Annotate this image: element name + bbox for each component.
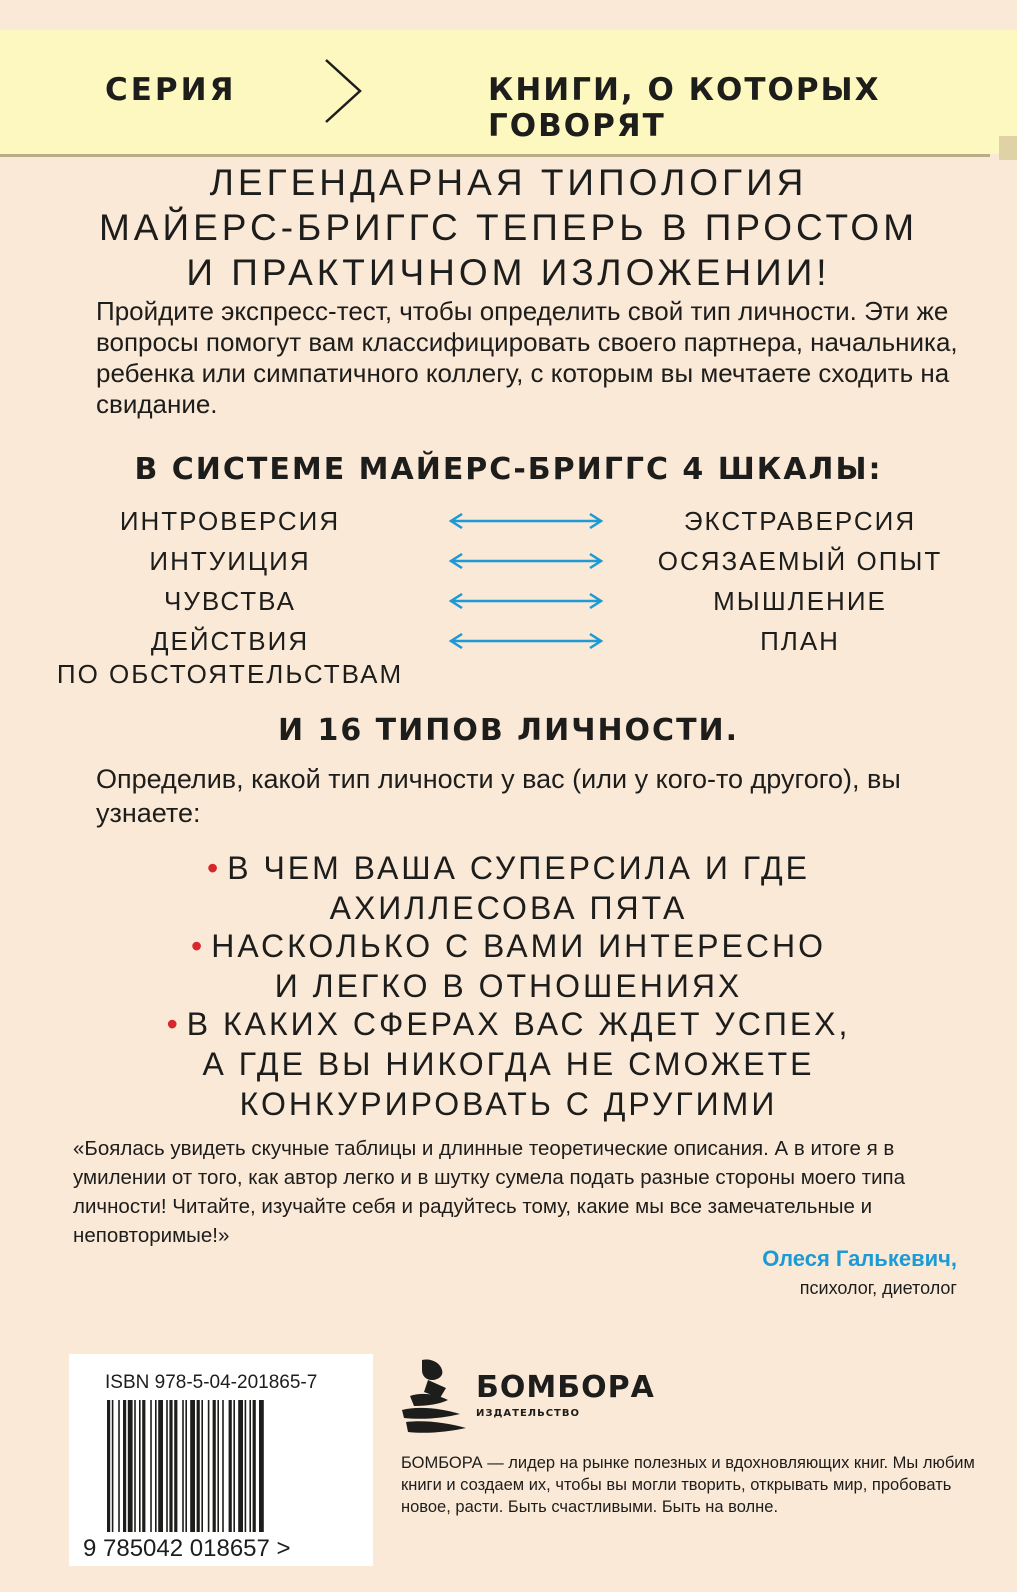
review-quote: «Боялась увидеть скучные таблицы и длинные теоретические описания. А в итоге я в умилении от того, как автор легко и в шутку сумела подать разные стороны моего типа личности! Читайте, изучайте себя и радуйтесь тому, какие мы все замечательные и неповторимые!» xyxy=(73,1137,906,1247)
bullet-line xyxy=(0,1004,1017,1044)
scale-left-line: ДЕЙСТВИЯ xyxy=(150,626,310,656)
publisher-name: БОМБОРА xyxy=(476,1370,655,1405)
scale-left: ЧУВСТВА xyxy=(164,586,296,616)
bullet-dot-icon: • xyxy=(207,850,222,886)
bullet-text: НАСКОЛЬКО С ВАМИ ИНТЕРЕСНО xyxy=(211,928,826,964)
barcode-bar xyxy=(142,1400,145,1532)
barcode-bar xyxy=(197,1400,200,1532)
bullet-text: В ЧЕМ ВАША СУПЕРСИЛА И ГДЕ xyxy=(227,850,810,886)
barcode-bar xyxy=(112,1400,114,1532)
types-title: И 16 ТИПОВ ЛИЧНОСТИ. xyxy=(277,713,740,748)
headline-line: И ПРАКТИЧНОМ ИЗЛОЖЕНИИ! xyxy=(186,252,831,293)
publisher-subtitle: ИЗДАТЕЛЬСТВО xyxy=(476,1408,580,1419)
headline-line: МАЙЕРС-БРИГГС ТЕПЕРЬ В ПРОСТОМ xyxy=(98,207,919,248)
learn-intro: Определив, какой тип личности у вас (или у кого-то другого), вы узнаете: xyxy=(96,764,901,828)
publisher-description: БОМБОРА — лидер на рынке полезных и вдохновляющих книг. Мы любим книги и создаем их, чтобы вы могли творить, открывать мир, пробовать новое, расти. Быть счастливыми. Быть на волне. xyxy=(401,1454,975,1516)
quote-author: Олеся Галькевич, xyxy=(762,1246,957,1271)
scale-left: ИНТРОВЕРСИЯ xyxy=(119,506,341,536)
double-arrow-icon xyxy=(448,513,604,529)
barcode-bar xyxy=(213,1400,216,1532)
barcode-bar xyxy=(245,1400,247,1532)
barcode-bar xyxy=(190,1400,195,1532)
double-arrow-icon xyxy=(448,553,604,569)
bombora-logo-icon xyxy=(400,1356,472,1438)
bullet-item xyxy=(0,926,1017,1006)
scales-title: В СИСТЕМЕ МАЙЕРС-БРИГГС 4 ШКАЛЫ: xyxy=(134,452,883,487)
barcode-bar xyxy=(229,1400,232,1532)
barcode-bar xyxy=(185,1400,187,1532)
barcode-digits: 9 785042 018657 > xyxy=(83,1535,291,1560)
barcode-bar xyxy=(222,1400,224,1532)
barcode-bars xyxy=(81,1400,361,1560)
barcode-bar xyxy=(123,1400,126,1532)
scale-right: ОСЯЗАЕМЫЙ ОПЫТ xyxy=(657,546,943,576)
scale-row xyxy=(0,505,1017,541)
series-name: КНИГИ, О КОТОРЫХ ГОВОРЯТ xyxy=(488,72,881,144)
intro-text: Пройдите экспресс-тест, чтобы определить свой тип личности. Эти же вопросы помогут вам классифицировать своего партнера, начальника, ребенка или симпатичного коллегу, с которым вы мечтаете сходить на свидание. xyxy=(96,296,958,419)
bullet-dot-icon: • xyxy=(191,928,206,964)
barcode xyxy=(69,1354,373,1566)
scale-right: ЭКСТРАВЕРСИЯ xyxy=(683,506,917,536)
barcode-bar xyxy=(155,1400,157,1532)
scale-row xyxy=(0,585,1017,621)
headline xyxy=(0,160,1017,295)
bullet-line: И ЛЕГКО В ОТНОШЕНИЯХ xyxy=(274,968,743,1004)
banner-shadow xyxy=(0,154,990,157)
series-label: СЕРИЯ xyxy=(105,72,237,108)
barcode-bar xyxy=(238,1400,243,1532)
barcode-bar xyxy=(174,1400,177,1532)
barcode-bar xyxy=(158,1400,163,1532)
barcode-bar xyxy=(166,1400,168,1532)
bullet-text: В КАКИХ СФЕРАХ ВАС ЖДЕТ УСПЕХ, xyxy=(186,1006,851,1042)
chevron-right-icon xyxy=(320,56,366,126)
scale-left-line: ПО ОБСТОЯТЕЛЬСТВАМ xyxy=(56,659,404,689)
barcode-bar xyxy=(118,1400,120,1532)
barcode-bar xyxy=(201,1400,203,1532)
barcode-bar xyxy=(249,1400,251,1532)
double-arrow-icon xyxy=(448,593,604,609)
quote-author-role: психолог, диетолог xyxy=(799,1278,957,1298)
barcode-bar xyxy=(139,1400,141,1532)
barcode-bar xyxy=(128,1400,133,1532)
barcode-bar xyxy=(217,1400,219,1532)
barcode-bar xyxy=(208,1400,210,1532)
bullet-line xyxy=(0,926,1017,966)
scale-left xyxy=(40,625,420,691)
barcode-bar xyxy=(169,1400,172,1532)
bullet-dot-icon: • xyxy=(166,1006,181,1042)
barcode-bar xyxy=(134,1400,136,1532)
scale-right: ПЛАН xyxy=(760,626,840,656)
bullet-line xyxy=(0,848,1017,888)
barcode-bar xyxy=(233,1400,235,1532)
scale-left: ИНТУИЦИЯ xyxy=(149,546,311,576)
barcode-bar xyxy=(182,1400,184,1532)
bullet-line: АХИЛЛЕСОВА ПЯТА xyxy=(329,890,688,926)
barcode-bar xyxy=(150,1400,152,1532)
double-arrow-icon xyxy=(448,633,604,649)
barcode-bar xyxy=(253,1400,256,1532)
barcode-bar xyxy=(259,1400,264,1532)
bullet-line: КОНКУРИРОВАТЬ С ДРУГИМИ xyxy=(239,1086,778,1122)
isbn-text: ISBN 978-5-04-201865-7 xyxy=(105,1372,318,1393)
bullet-item xyxy=(0,1004,1017,1124)
scale-right: МЫШЛЕНИЕ xyxy=(713,586,887,616)
barcode-bar xyxy=(107,1400,110,1532)
scale-row xyxy=(0,545,1017,581)
scale-row xyxy=(0,625,1017,695)
bullet-line: А ГДЕ ВЫ НИКОГДА НЕ СМОЖЕТЕ xyxy=(202,1046,815,1082)
headline-line: ЛЕГЕНДАРНАЯ ТИПОЛОГИЯ xyxy=(209,162,808,203)
bullet-item xyxy=(0,848,1017,928)
